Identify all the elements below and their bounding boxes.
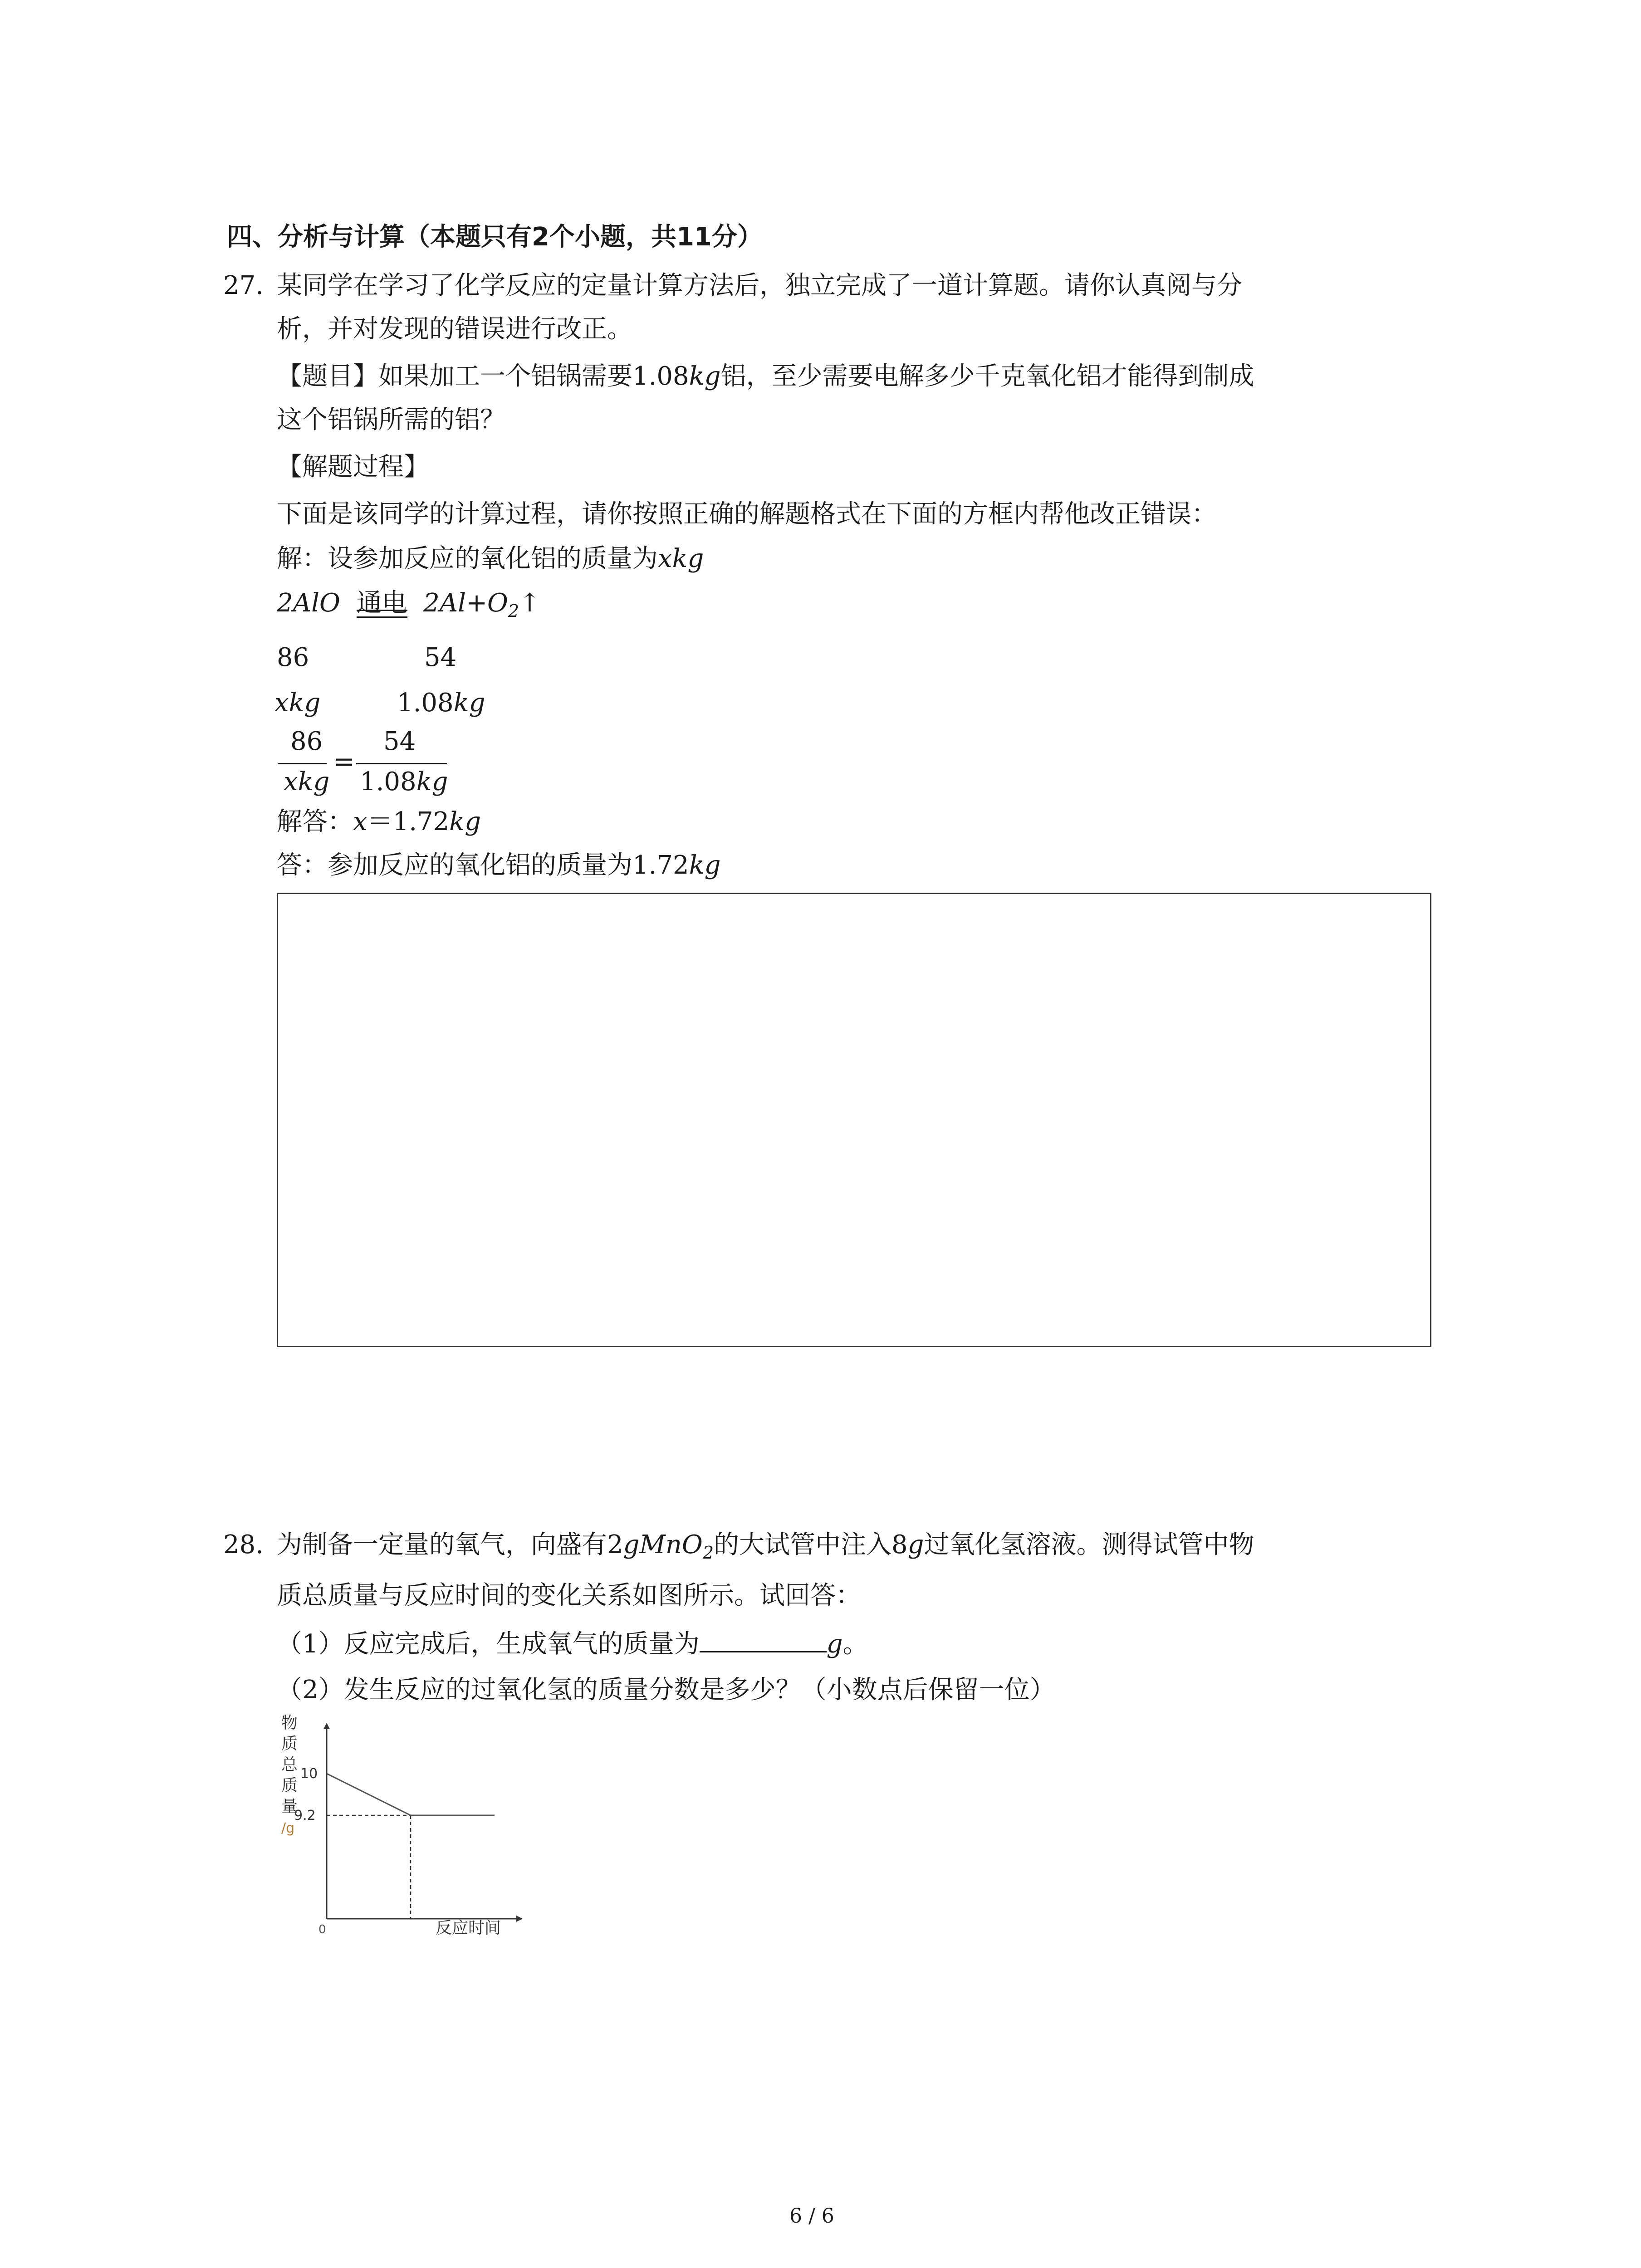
q28-number: 28. bbox=[223, 1530, 264, 1559]
frac2-denominator: 1.08kg bbox=[360, 767, 448, 797]
y-label-char: 质 bbox=[281, 1735, 298, 1753]
q27-mass-left: 86 bbox=[277, 643, 309, 672]
answer-box[interactable] bbox=[277, 893, 1431, 1347]
section-title: 四、分析与计算（本题只有2个小题，共11分） bbox=[227, 222, 763, 252]
origin-label: 0 bbox=[318, 1923, 326, 1936]
q27-instruction: 下面是该同学的计算过程，请你按照正确的解题格式在下面的方框内帮他改正错误： bbox=[277, 499, 1217, 529]
q27-qty-right: 1.08kg bbox=[397, 688, 485, 718]
gas-arrow: ↑ bbox=[519, 588, 541, 618]
y-label-char: 物 bbox=[281, 1714, 298, 1732]
q27-line2: 析，并对发现的错误进行改正。 bbox=[277, 314, 632, 344]
series-line bbox=[327, 1774, 495, 1815]
q27-line1: 某同学在学习了化学反应的定量计算方法后，独立完成了一道计算题。请你认真阅与分 bbox=[277, 271, 1242, 300]
q28-line2: 质总质量与反应时间的变化关系如图所示。试回答： bbox=[277, 1581, 861, 1610]
y-label-char: 质 bbox=[281, 1776, 298, 1795]
q27-conclusion: 答：参加反应的氧化铝的质量为1.72kg bbox=[277, 850, 721, 880]
page-number: 6 / 6 bbox=[789, 2204, 834, 2228]
q27-problem: 【题目】如果加工一个铝锅需要1.08kg铝，至少需要电解多少千克氧化铝才能得到制成 bbox=[277, 362, 1254, 391]
equals-sign: = bbox=[333, 747, 355, 777]
q27-answer: 解答：x＝1.72kg bbox=[277, 807, 481, 836]
frac1-denominator: xkg bbox=[284, 767, 330, 797]
q27-equation: 2AlO 通电 $2Al+O_2↑$ bbox=[277, 585, 540, 629]
equation-condition: 通电 bbox=[357, 585, 407, 621]
x-axis-label: 反应时间 bbox=[436, 1919, 501, 1937]
frac2-numerator: 54 bbox=[383, 727, 416, 756]
y-tick-label: 9.2 bbox=[294, 1808, 316, 1823]
q27-qty-left: xkg bbox=[274, 688, 321, 718]
q27-number: 27. bbox=[223, 271, 264, 300]
q27-problem-line2: 这个铝锅所需的铝？ bbox=[277, 405, 505, 435]
q28-sub1: （1）反应完成后，生成氧气的质量为 g。 bbox=[277, 1626, 868, 1662]
q28-sub2: （2）发生反应的过氧化氢的质量分数是多少？（小数点后保留一位） bbox=[277, 1675, 1055, 1705]
frac1-numerator: 86 bbox=[290, 727, 323, 756]
y-label-char: 量 bbox=[281, 1797, 298, 1816]
q27-solve-line: 解：设参加反应的氧化铝的质量为xkg bbox=[277, 544, 704, 573]
answer-blank[interactable] bbox=[700, 1626, 827, 1652]
q27-mass-right: 54 bbox=[424, 643, 457, 672]
y-label-char: 总 bbox=[281, 1755, 298, 1774]
mass-time-chart bbox=[263, 1710, 544, 1937]
q27-process-label: 【解题过程】 bbox=[277, 452, 429, 482]
y-tick-label: 10 bbox=[300, 1766, 318, 1782]
q28-line1: 为制备一定量的氧气，向盛有2gMnO$_2$的大试管中注入8g过氧化氢溶液。测得试管中物 bbox=[277, 1530, 1254, 1563]
y-label-unit: /g bbox=[281, 1820, 295, 1836]
